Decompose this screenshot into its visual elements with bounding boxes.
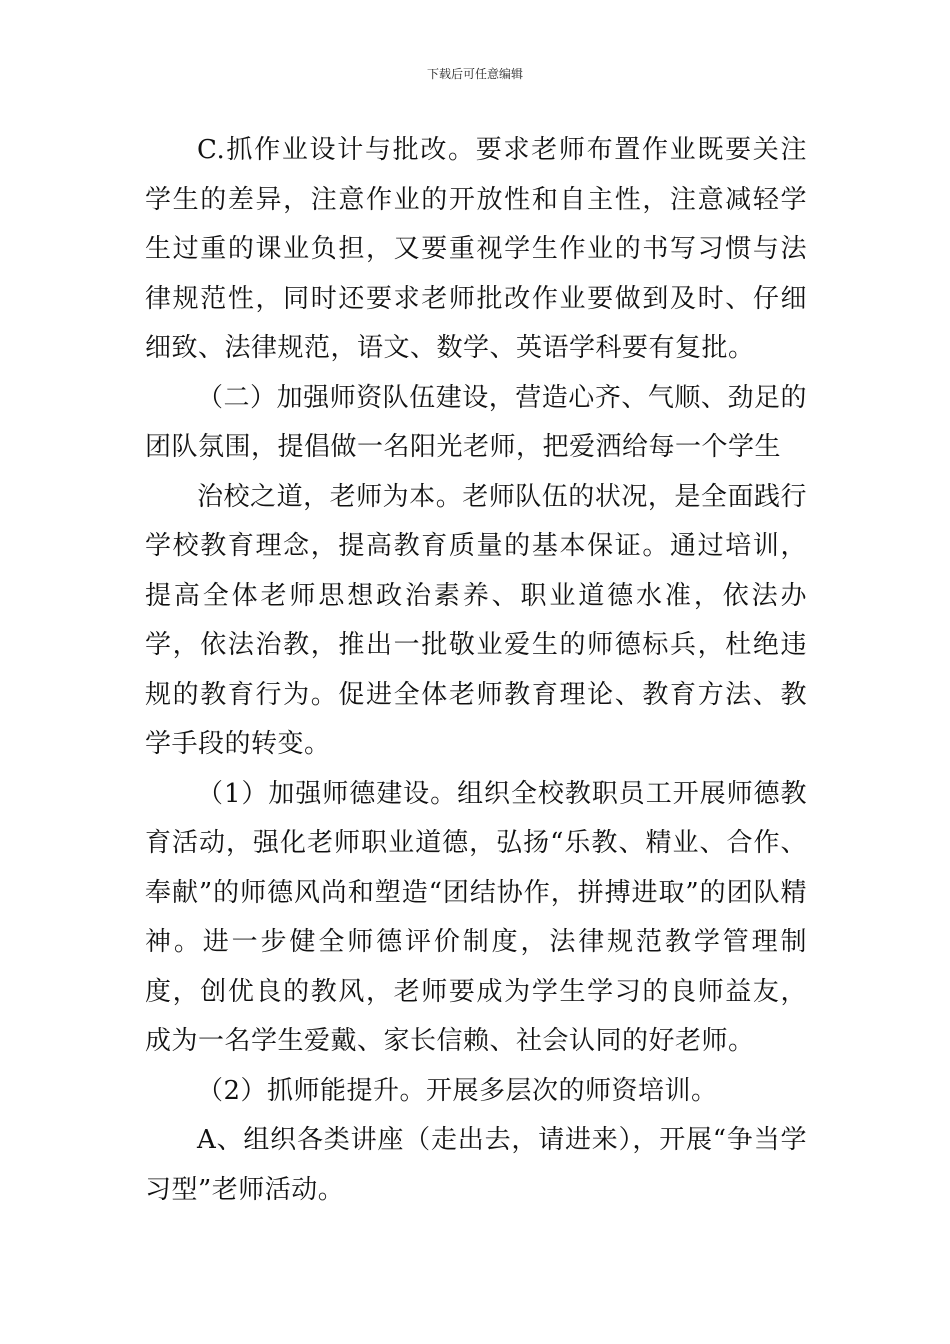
paragraph-homework: C.抓作业设计与批改。要求老师布置作业既要关注学生的差异，注意作业的开放性和自主性，注意减轻学生过重的课业负担，又要重视学生作业的书写习惯与法律规范性，同时还要求老师批改作业要做到及时、仔细细致、法律规范，语文、数学、英语学科要有复批。 (145, 135, 807, 363)
paragraph-skills: （2）抓师能提升。开展多层次的师资培训。 (197, 1075, 718, 1106)
paragraph-section-two-heading: （二）加强师资队伍建设，营造心齐、气顺、劲足的团队氛围，提倡做一名阳光老师，把爱洒给每一个学生 (145, 382, 807, 462)
document-body (145, 126, 807, 1215)
paragraph-teacher-foundation: 治校之道，老师为本。老师队伍的状况，是全面践行学校教育理念，提高教育质量的基本保证。通过培训，提高全体老师思想政治素养、职业道德水准，依法办学，依法治教，推出一批敬业爱生的师德标兵，杜绝违规的教育行为。促进全体老师教育理论、教育方法、教学手段的转变。 (145, 481, 807, 759)
paragraph-ethics: （1）加强师德建设。组织全校教职员工开展师德教育活动，强化老师职业道德，弘扬“乐教、精业、合作、奉献”的师德风尚和塑造“团结协作，拼搏进取”的团队精神。进一步健全师德评价制度，法律规范教学管理制度，创优良的教风，老师要成为学生学习的良师益友，成为一名学生爱戴、家长信赖、社会认同的好老师。 (145, 778, 807, 1056)
page-header-note: 下载后可任意编辑 (426, 67, 523, 81)
paragraph-lectures: A、组织各类讲座（走出去，请进来），开展“争当学习型”老师活动。 (145, 1125, 807, 1205)
